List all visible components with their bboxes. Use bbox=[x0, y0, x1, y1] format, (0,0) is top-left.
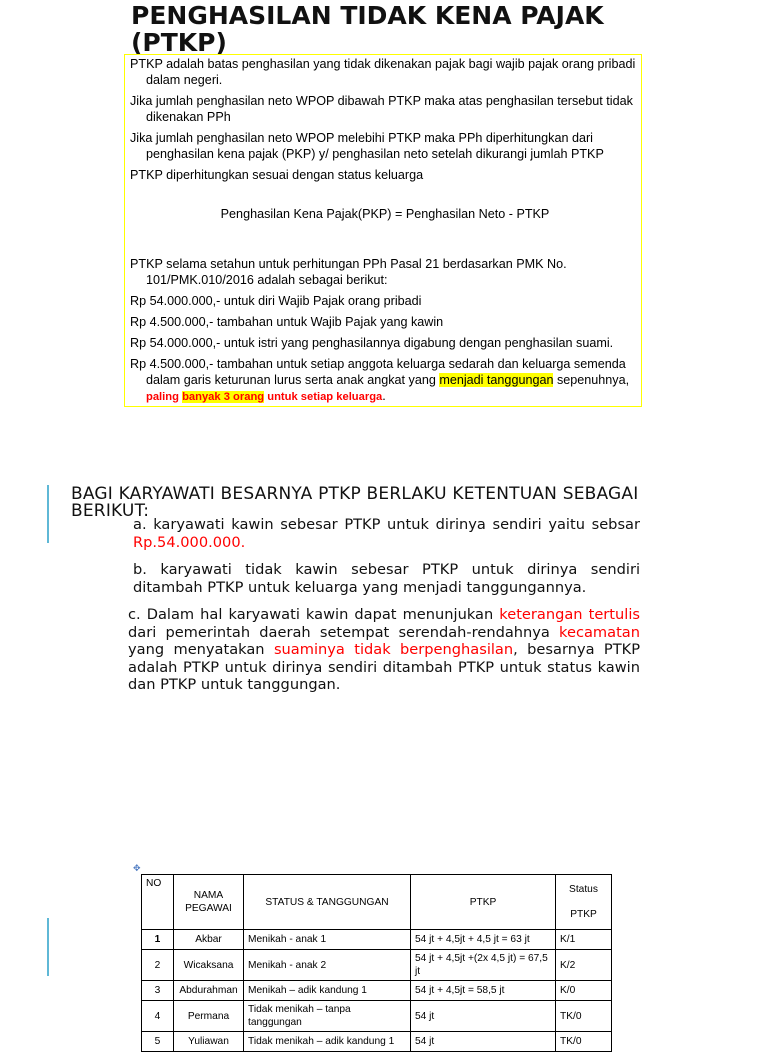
karyawati-heading: BAGI KARYAWATI BESARNYA PTKP BERLAKU KETENTUAN SEBAGAI BERIKUT: bbox=[71, 484, 639, 521]
cell-kode: TK/0 bbox=[556, 1032, 612, 1052]
cell-kode: TK/0 bbox=[556, 1001, 612, 1032]
header-nama bbox=[174, 875, 244, 930]
cell-status: Tidak menikah – tanpa tanggungan bbox=[244, 1001, 411, 1032]
cell-no: 2 bbox=[142, 950, 174, 981]
cell-status: Tidak menikah – adik kandung 1 bbox=[244, 1032, 411, 1052]
cell-no: 1 bbox=[142, 930, 174, 950]
rule-c bbox=[128, 606, 640, 694]
ptkp-example-table bbox=[141, 874, 612, 1052]
cell-no: 5 bbox=[142, 1032, 174, 1052]
dependents-limit-3: untuk setiap keluarga bbox=[264, 391, 383, 403]
rule-c-red-3: suaminya tidak berpenghasilan bbox=[273, 641, 514, 658]
dependents-text-2: sepenuhnya, bbox=[553, 373, 630, 387]
above-ptkp-rule: Jika jumlah penghasilan neto WPOP melebihi PTKP maka PPh diperhitungkan dari penghasilan kena pajak (PKP) y/ penghasilan neto setelah dikurangi jumlah PTKP bbox=[130, 131, 604, 161]
table-row bbox=[142, 981, 612, 1001]
dependents-limit-2: banyak 3 orang bbox=[182, 391, 265, 403]
cell-no: 3 bbox=[142, 981, 174, 1001]
ptkp-dependents bbox=[130, 356, 640, 405]
ptkp-wife: Rp 54.000.000,- untuk istri yang penghasilannya digabung dengan penghasilan suami. bbox=[130, 336, 614, 350]
table-row bbox=[142, 1001, 612, 1032]
accent-bar-top bbox=[47, 485, 49, 543]
header-stat-1: Status bbox=[569, 884, 598, 895]
header-ptkp: PTKP bbox=[411, 875, 556, 930]
cell-no: 4 bbox=[142, 1001, 174, 1032]
rule-a-amount: Rp.54.000.000. bbox=[133, 533, 246, 551]
cell-ptkp: 54 jt + 4,5jt +(2x 4,5 jt) = 67,5 jt bbox=[411, 950, 556, 981]
cell-ptkp: 54 jt + 4,5jt + 4,5 jt = 63 jt bbox=[411, 930, 556, 950]
cell-kode: K/0 bbox=[556, 981, 612, 1001]
table-row bbox=[142, 1032, 612, 1052]
header-no: NO bbox=[142, 875, 174, 930]
cell-nama: Yuliawan bbox=[174, 1032, 244, 1052]
rule-b: b. karyawati tidak kawin sebesar PTKP untuk dirinya sendiri ditambah PTKP untuk keluarga yang menjadi tanggungannya. bbox=[133, 561, 640, 596]
header-status-ptkp bbox=[556, 875, 612, 930]
rule-c-text-2: dari pemerintah daerah setempat serendah-rendahnya bbox=[128, 623, 560, 641]
dependents-end: . bbox=[382, 389, 386, 403]
header-stat-2: PTKP bbox=[570, 909, 597, 920]
page-title: PENGHASILAN TIDAK KENA PAJAK (PTKP) bbox=[131, 1, 604, 57]
ptkp-married: Rp 4.500.000,- tambahan untuk Wajib Pajak yang kawin bbox=[130, 315, 444, 329]
definition-box bbox=[130, 56, 640, 410]
cell-nama: Permana bbox=[174, 1001, 244, 1032]
below-ptkp-rule: Jika jumlah penghasilan neto WPOP dibawah PTKP maka atas penghasilan tersebut tidak dikenakan PPh bbox=[130, 94, 633, 124]
header-nama-2: PEGAWAI bbox=[185, 903, 232, 914]
cell-kode: K/2 bbox=[556, 950, 612, 981]
rule-c-text-1: c. Dalam hal karyawati kawin dapat menunjukan bbox=[128, 606, 500, 623]
dependents-text: Rp 4.500.000,- tambahan untuk setiap anggota keluarga sedarah dan keluarga semenda dalam garis keturunan lurus serta anak angkat yang bbox=[130, 357, 626, 387]
karyawati-rules bbox=[128, 516, 640, 704]
dependents-highlight: menjadi tanggungan bbox=[439, 373, 554, 387]
pkp-formula: Penghasilan Kena Pajak(PKP) = Penghasilan Neto - PTKP bbox=[220, 207, 550, 221]
rule-a bbox=[128, 516, 640, 551]
accent-bar-bottom bbox=[47, 918, 49, 976]
ptkp-self: Rp 54.000.000,- untuk diri Wajib Pajak orang pribadi bbox=[130, 294, 422, 308]
cell-status: Menikah - anak 2 bbox=[244, 950, 411, 981]
rule-c-red-2: kecamatan bbox=[559, 623, 640, 641]
cell-status: Menikah - anak 1 bbox=[244, 930, 411, 950]
cell-ptkp: 54 jt bbox=[411, 1001, 556, 1032]
rule-c-text-4: , besarnya PTKP adalah PTKP untuk dirinya sendiri ditambah PTKP untuk status kawin dan PTKP untuk tanggungan. bbox=[128, 641, 640, 693]
family-status-rule: PTKP diperhitungkan sesuai dengan status keluarga bbox=[130, 168, 424, 182]
cell-kode: K/1 bbox=[556, 930, 612, 950]
cell-nama: Akbar bbox=[174, 930, 244, 950]
cell-ptkp: 54 jt bbox=[411, 1032, 556, 1052]
cell-nama: Wicaksana bbox=[174, 950, 244, 981]
rule-c-red-1: keterangan tertulis bbox=[499, 606, 640, 623]
cell-nama: Abdurahman bbox=[174, 981, 244, 1001]
header-status: STATUS & TANGGUNGAN bbox=[244, 875, 411, 930]
ptkp-definition: PTKP adalah batas penghasilan yang tidak dikenakan pajak bagi wajib pajak orang pribadi dalam negeri. bbox=[130, 57, 636, 87]
rule-c-text-3: yang menyatakan bbox=[128, 641, 274, 658]
table-row bbox=[142, 950, 612, 981]
table-row bbox=[142, 930, 612, 950]
cell-status: Menikah – adik kandung 1 bbox=[244, 981, 411, 1001]
table-move-handle-icon[interactable]: ✥ bbox=[133, 864, 141, 874]
pmk-reference: PTKP selama setahun untuk perhitungan PPh Pasal 21 berdasarkan PMK No. 101/PMK.010/2016 adalah sebagai berikut: bbox=[130, 257, 567, 287]
table-header-row bbox=[142, 875, 612, 930]
dependents-limit-1: paling bbox=[146, 391, 183, 403]
header-nama-1: NAMA bbox=[193, 890, 224, 901]
rule-a-text: a. karyawati kawin sebesar PTKP untuk dirinya sendiri yaitu sebsar bbox=[133, 516, 640, 533]
cell-ptkp: 54 jt + 4,5jt = 58,5 jt bbox=[411, 981, 556, 1001]
